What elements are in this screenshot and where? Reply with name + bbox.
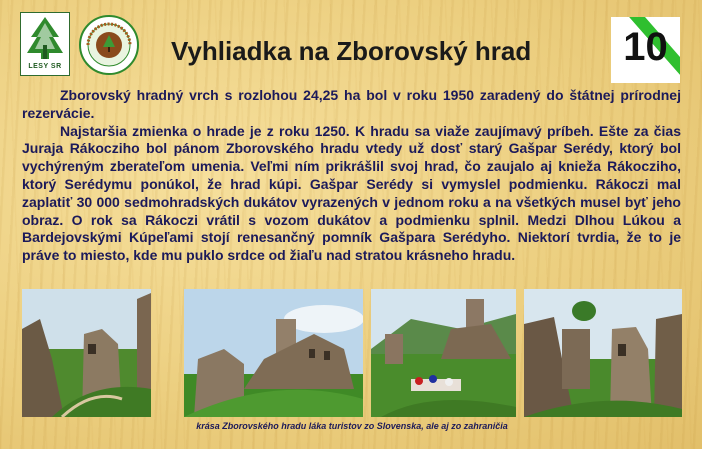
seal-icon — [79, 15, 139, 75]
paragraph-reserve: Zborovský hradný vrch s rozlohou 24,25 ha bol v roku 1950 zaradený do štátnej prírodnej rezervácie. — [22, 87, 681, 121]
castle-photo-1 — [22, 289, 151, 417]
photo-caption: krása Zborovského hradu láka turistov zo Slovenska, ale aj zo zahraničia — [196, 421, 508, 431]
paragraph-history: Najstaršia zmienka o hrade je z roku 1250. K hradu sa viaže zaujímavý príbeh. Ešte za čias Juraja Rákocziho bol pánom Zborovského hradu vtedy už dosť starý Gašpar Serédy, ktorý bol vychýreným zberateľom umenia. Veľmi ním prikrášlil svoj hrad, čo zaujalo aj knieža Rákocziho, ktorý Serédymu ponúkol, že hrad kúpi. Gašpar Serédy si vymyslel podmienku. Rákoczi mal zaplatiť 30 000 sedmohradských dukátov vyrazených v jednom roku a na všetkých musel byť jeho obraz. O rok sa Rákoczi vrátil s vozom dukátov a podmienku splnil. Medzi Dlhou Lúkou a Bardejovskými Kúpeľami stojí renesančný pomník Gašpara Serédyho. Niektorí tvrdia, že to je práve to miesto, kde mu puklo srdce od žiaľu nad stratou krásneho hradu. — [22, 122, 681, 264]
description-text — [22, 87, 681, 265]
stop-number: 10 — [623, 25, 668, 69]
page-title: Vyhliadka na Zborovský hrad — [171, 36, 532, 66]
castle-photo-2 — [184, 289, 363, 417]
stop-number-badge — [611, 17, 680, 83]
castle-photo-4 — [524, 289, 682, 417]
lesy-sr-logo — [20, 12, 70, 76]
trail-seal-logo — [79, 15, 139, 75]
castle-photo-3 — [371, 289, 516, 417]
tree-icon — [23, 15, 67, 61]
lesy-sr-logo-text: LESY SR — [28, 63, 62, 70]
photo-strip — [22, 289, 682, 417]
